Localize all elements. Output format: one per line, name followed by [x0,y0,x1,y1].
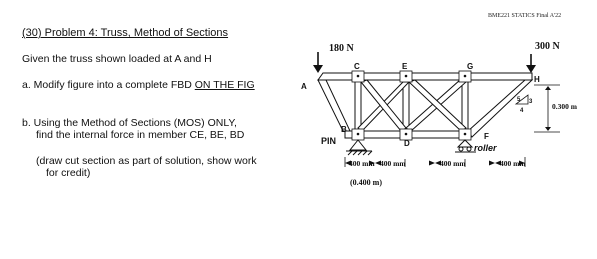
part-b-line-2: find the internal force in member CE, BE, BD [36,129,245,141]
node-label-e: E [402,62,408,71]
member-bc [355,80,361,131]
pin-support [346,140,372,155]
load-arrowhead-h [526,65,536,73]
node-label-b: B [341,125,347,134]
span-label-3: 400 mm [440,159,466,168]
course-header: BME221 STATICS Final A'22 [488,13,562,19]
slope-hyp-label: 5 [517,97,521,103]
load-label-h: 300 N [535,41,560,52]
span-label-2: 400 mm [380,159,406,168]
span-alt-label: (0.400 m) [350,178,382,187]
node-label-f: F [484,132,489,141]
load-label-a: 180 N [329,43,354,54]
part-a-emphasis: ON THE FIG [194,79,255,91]
pin-label: PIN [321,136,337,146]
load-arrowhead-a [313,65,323,73]
part-b-line-1: b. Using the Method of Sections (MOS) ONLY, [22,117,237,129]
slope-run-label: 4 [520,108,524,114]
member-fg [462,80,468,131]
node-label-d: D [404,139,410,148]
top-chord [318,73,532,80]
height-label: 0.300 m [552,102,577,111]
node-label-a: A [301,82,307,91]
span-label-4: 400 mm [500,159,526,168]
member-ab [318,80,350,131]
roller-support [455,140,476,152]
slope-rise-label: 3 [529,99,533,105]
node-label-h: H [534,75,540,84]
note-line-2: for credit) [46,167,91,179]
span-label-1: 400 mm [349,159,375,168]
node-label-g: G [467,62,474,71]
roller-label: roller [474,143,497,153]
part-a-text: a. Modify figure into a complete FBD [22,79,195,91]
given-statement: Given the truss shown loaded at A and H [22,53,212,65]
node-label-c: C [354,62,360,71]
note-line-1: (draw cut section as part of solution, show work [36,155,257,167]
problem-title: (30) Problem 4: Truss, Method of Sections [22,27,229,39]
